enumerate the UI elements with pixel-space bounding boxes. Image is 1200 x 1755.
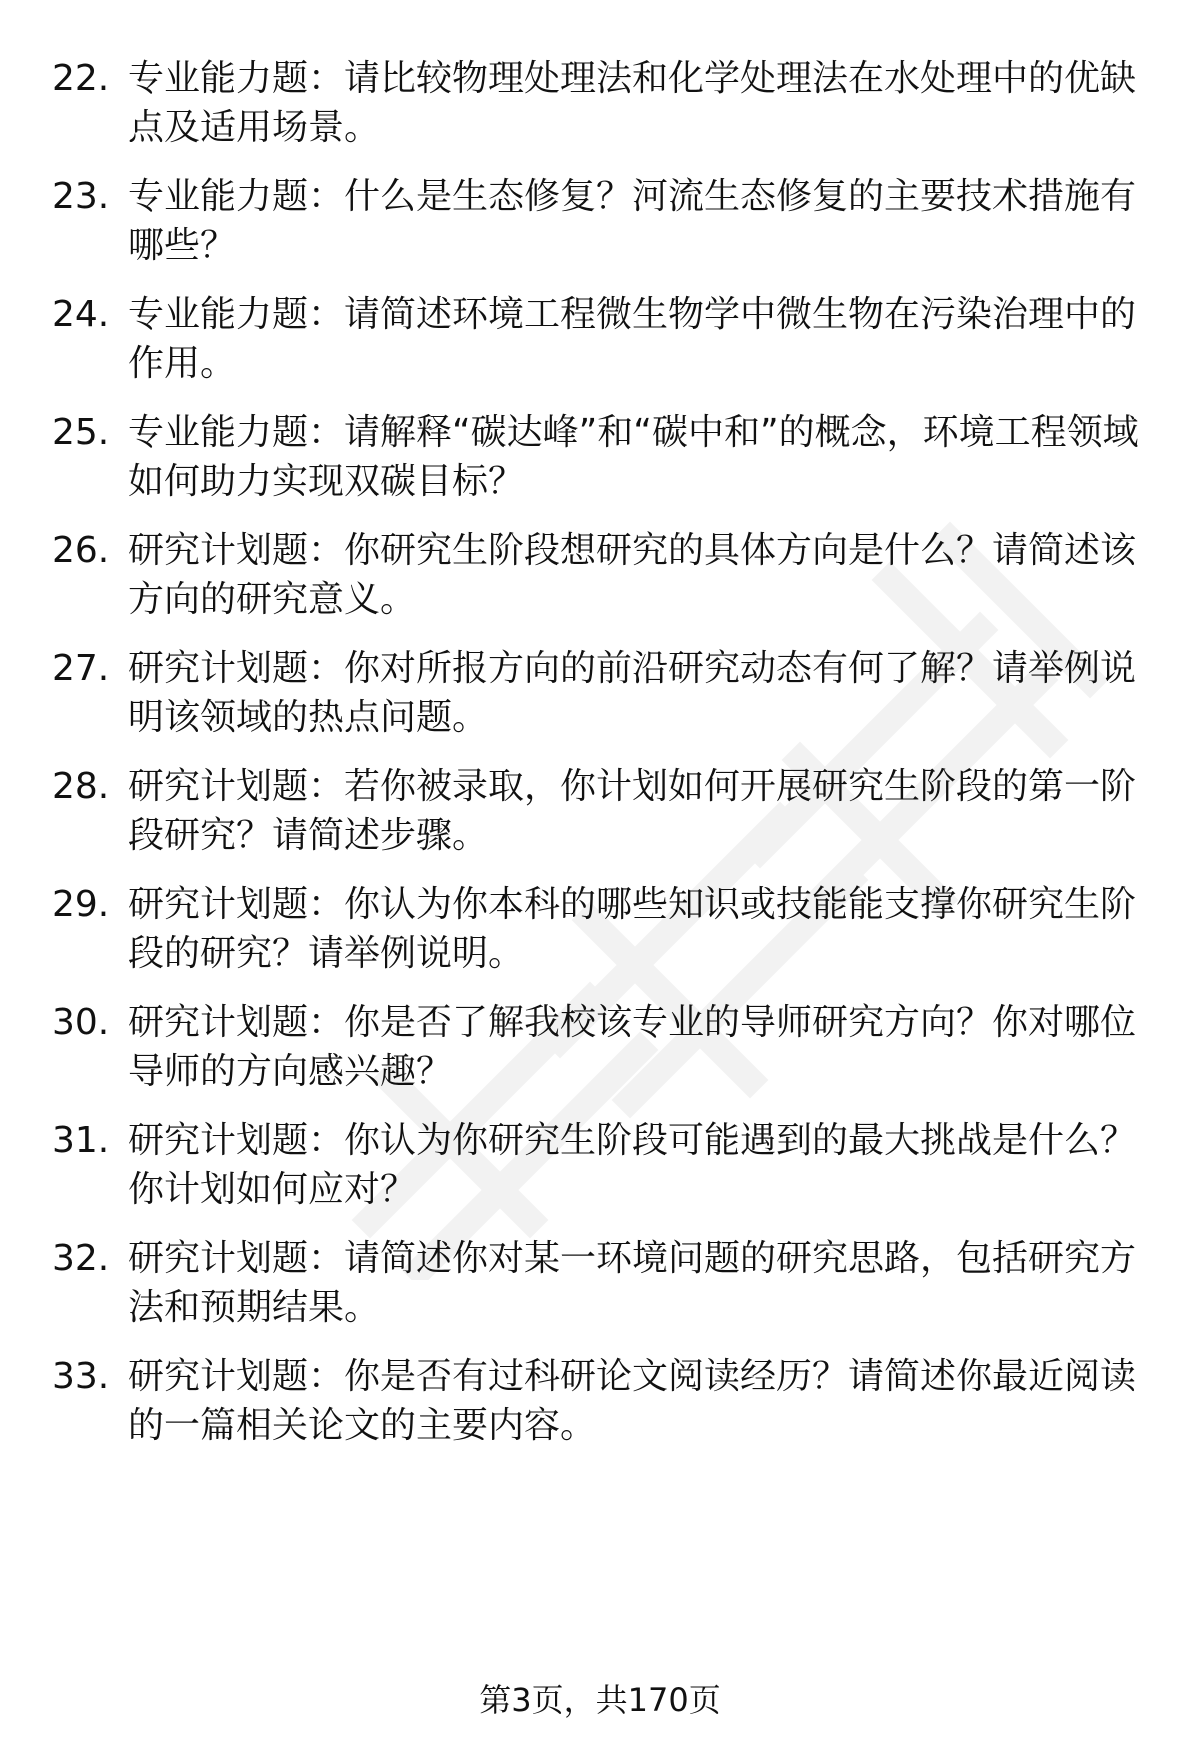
question-text: 研究计划题：你是否有过科研论文阅读经历？请简述你最近阅读的一篇相关论文的主要内容。 [128,1356,1137,1446]
question-number: 22. [52,58,110,99]
question-number: 26. [52,530,110,571]
page-number-footer: 第3页，共170页 [479,1681,721,1719]
question-text: 专业能力题：请解释“碳达峰”和“碳中和”的概念，环境工程领域如何助力实现双碳目标？ [128,412,1139,502]
question-text: 研究计划题：你是否了解我校该专业的导师研究方向？你对哪位导师的方向感兴趣？ [128,1002,1137,1092]
question-number: 25. [52,412,110,453]
question-text: 专业能力题：什么是生态修复？河流生态修复的主要技术措施有哪些？ [128,176,1137,266]
question-text: 专业能力题：请简述环境工程微生物学中微生物在污染治理中的作用。 [128,294,1137,384]
question-text: 研究计划题：你认为你本科的哪些知识或技能能支撑你研究生阶段的研究？请举例说明。 [128,884,1137,974]
question-number: 28. [52,766,110,807]
question-number: 23. [52,176,110,217]
question-text: 研究计划题：你对所报方向的前沿研究动态有何了解？请举例说明该领域的热点问题。 [128,648,1137,738]
question-text: 研究计划题：你认为你研究生阶段可能遇到的最大挑战是什么？你计划如何应对？ [128,1120,1137,1210]
question-number: 33. [52,1356,110,1397]
question-text: 研究计划题：请简述你对某一环境问题的研究思路，包括研究方法和预期结果。 [128,1238,1137,1328]
question-text: 研究计划题：你研究生阶段想研究的具体方向是什么？请简述该方向的研究意义。 [128,530,1137,620]
question-number: 31. [52,1120,110,1161]
question-number: 32. [52,1238,110,1279]
question-number: 24. [52,294,110,335]
question-text: 研究计划题：若你被录取，你计划如何开展研究生阶段的第一阶段研究？请简述步骤。 [128,766,1137,856]
question-number: 27. [52,648,110,689]
question-number: 30. [52,1002,110,1043]
question-text: 专业能力题：请比较物理处理法和化学处理法在水处理中的优缺点及适用场景。 [128,58,1137,148]
question-number: 29. [52,884,110,925]
